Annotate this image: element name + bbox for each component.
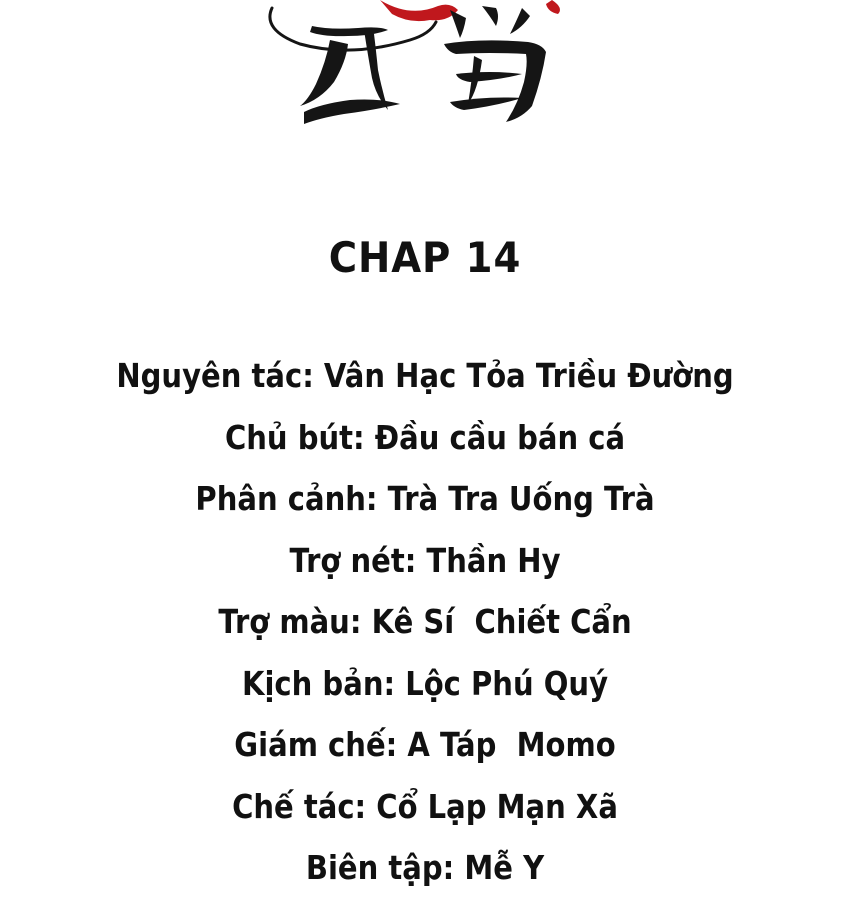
credit-lead-artist: Chủ bút: Đầu cầu bán cá	[224, 417, 626, 457]
credit-editor: Biên tập: Mễ Y	[305, 848, 545, 887]
credit-production: Chế tác: Cổ Lạp Mạn Xã	[232, 786, 618, 826]
credits-list	[0, 345, 850, 899]
credit-script: Kịch bản: Lộc Phú Quý	[241, 663, 609, 703]
credit-supervisor: Giám chế: A Táp Momo	[234, 725, 616, 764]
credit-line-assistant: Trợ nét: Thần Hy	[289, 540, 561, 580]
credit-original-author: Nguyên tác: Vân Hạc Tỏa Triều Đường	[116, 356, 734, 395]
calligraphy-logo-icon	[260, 0, 580, 135]
chapter-title: CHAP 14	[328, 233, 522, 282]
credit-color-assistant: Trợ màu: Kê Sí Chiết Cẩn	[218, 602, 632, 641]
credit-storyboard: Phân cảnh: Trà Tra Uống Trà	[195, 479, 655, 518]
